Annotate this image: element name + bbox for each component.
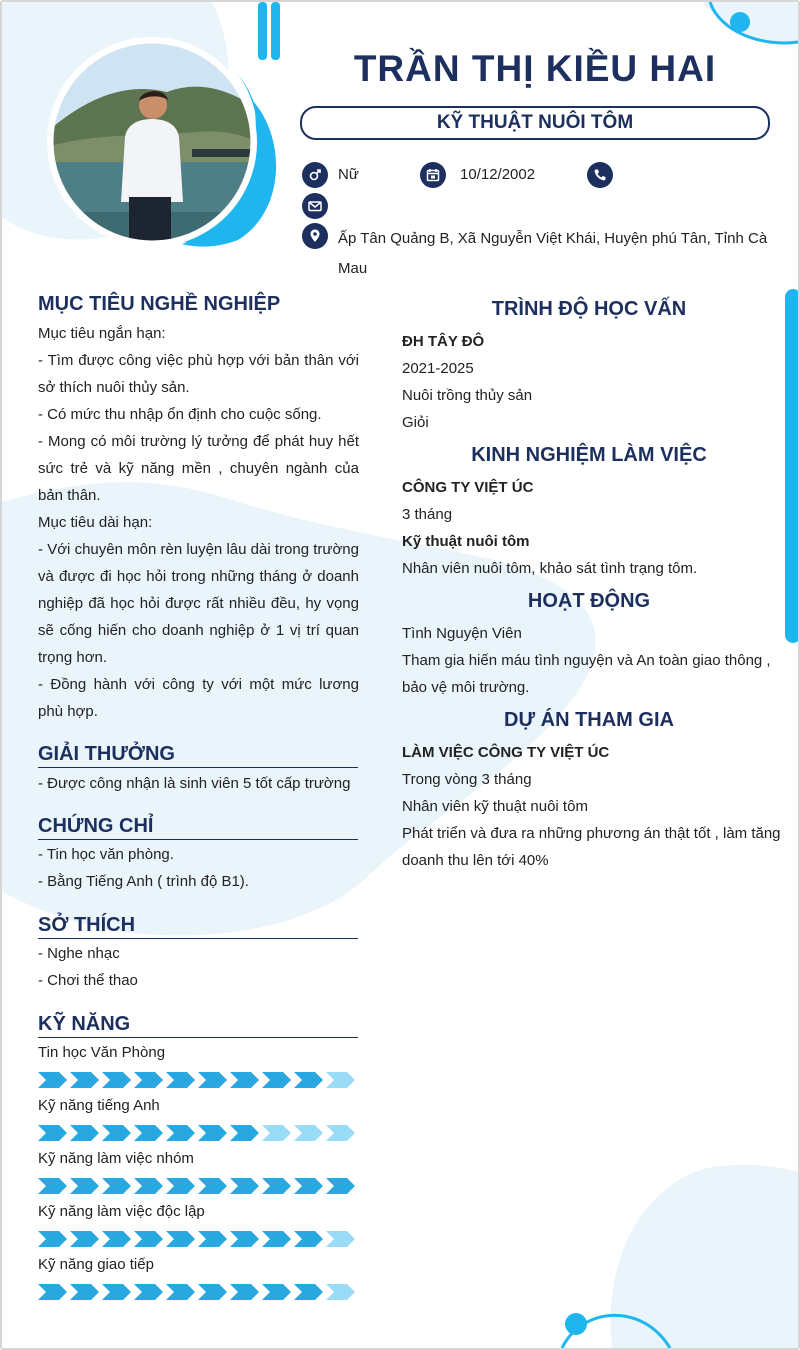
skill-arrow-filled (102, 1284, 132, 1300)
skill-name: Tin học Văn Phòng (38, 1044, 166, 1061)
list-item: - Nghe nhạc (38, 945, 120, 962)
skill-arrow-filled (166, 1178, 196, 1194)
skill-arrow-filled (70, 1231, 100, 1247)
grade: Giỏi (402, 414, 429, 431)
list-item: - Bằng Tiếng Anh ( trình độ B1). (38, 873, 249, 890)
skill-arrow-filled (134, 1125, 164, 1141)
skill-arrow-filled (134, 1284, 164, 1300)
skill-arrow-filled (294, 1284, 324, 1300)
skill-arrow-filled (70, 1178, 100, 1194)
gender-text: Nữ (338, 166, 359, 183)
skill-arrow-filled (102, 1178, 132, 1194)
skill-arrow-empty (326, 1284, 356, 1300)
objective-text (38, 320, 359, 725)
skill-rating (38, 1178, 356, 1194)
skill-name: Kỹ năng giao tiếp (38, 1256, 154, 1273)
project-title: LÀM VIỆC CÔNG TY VIỆT ÚC (402, 744, 610, 761)
skill-arrow-empty (326, 1125, 356, 1141)
skill-arrow-empty (326, 1231, 356, 1247)
projects-heading: DỰ ÁN THAM GIA (504, 709, 674, 731)
certificates-list (38, 841, 249, 895)
education-block (402, 328, 782, 436)
skill-arrow-filled (230, 1178, 260, 1194)
skill-arrow-filled (198, 1072, 228, 1088)
skill-arrow-filled (262, 1178, 292, 1194)
skill-arrow-filled (38, 1231, 68, 1247)
phone-icon (587, 162, 613, 188)
skill-arrow-filled (102, 1125, 132, 1141)
skill-name: Kỹ năng tiếng Anh (38, 1097, 160, 1114)
skill-arrow-filled (166, 1072, 196, 1088)
skill-arrow-filled (166, 1125, 196, 1141)
study-period: 2021-2025 (402, 360, 474, 377)
school-name: ĐH TÂY ĐÔ (402, 333, 485, 350)
skill-rating (38, 1072, 356, 1088)
hobbies-heading: SỞ THÍCH (38, 914, 358, 939)
skill-rating (38, 1125, 356, 1141)
skill-arrow-filled (230, 1284, 260, 1300)
objective-line: Mục tiêu dài hạn: (38, 514, 153, 531)
skill-arrow-filled (262, 1072, 292, 1088)
activities-block (402, 620, 782, 701)
skill-arrow-filled (198, 1284, 228, 1300)
experience-heading: KINH NGHIỆM LÀM VIỆC (471, 444, 707, 466)
skill-arrow-filled (70, 1284, 100, 1300)
skill-name: Kỹ năng làm việc độc lập (38, 1203, 205, 1220)
skill-arrow-filled (198, 1231, 228, 1247)
objective-line: Mục tiêu ngắn hạn: (38, 325, 166, 342)
skill-arrow-filled (166, 1284, 196, 1300)
skill-arrow-filled (102, 1231, 132, 1247)
activity-title: Tình Nguyện Viên (402, 625, 522, 642)
gender-icon (302, 162, 328, 188)
awards-heading: GIẢI THƯỞNG (38, 743, 358, 768)
experience-block (402, 474, 782, 582)
calendar-icon (420, 162, 446, 188)
objective-line: - Tìm được công việc phù hợp với bản thân với sở thích nuôi thủy sản. (38, 352, 359, 396)
skill-arrow-filled (166, 1231, 196, 1247)
skill-arrow-filled (198, 1178, 228, 1194)
skill-arrow-filled (294, 1231, 324, 1247)
address-text: Ấp Tân Quảng B, Xã Nguyễn Việt Khái, Huyện phú Tân, Tỉnh Cà Mau (338, 230, 768, 277)
skill-arrow-filled (38, 1125, 68, 1141)
company-name: CÔNG TY VIỆT ÚC (402, 479, 534, 496)
skill-arrow-empty (262, 1125, 292, 1141)
projects-block (402, 739, 782, 874)
skill-arrow-empty (294, 1125, 324, 1141)
skill-arrow-filled (230, 1231, 260, 1247)
skill-arrow-filled (102, 1072, 132, 1088)
project-description: Phát triển và đưa ra những phương án thật tốt , làm tăng doanh thu lên tới 40% (402, 825, 781, 869)
hobbies-list (38, 940, 138, 994)
skill-arrow-filled (198, 1125, 228, 1141)
skill-arrow-filled (262, 1284, 292, 1300)
education-heading: TRÌNH ĐỘ HỌC VẤN (491, 298, 687, 320)
skill-arrow-filled (134, 1178, 164, 1194)
skill-rating (38, 1231, 356, 1247)
certificates-heading: CHỨNG CHỈ (38, 815, 358, 840)
skill-arrow-filled (294, 1072, 324, 1088)
project-duration: Trong vòng 3 tháng (402, 771, 532, 788)
skill-arrow-filled (38, 1178, 68, 1194)
skill-arrow-filled (326, 1178, 356, 1194)
skill-arrow-filled (134, 1231, 164, 1247)
skill-arrow-filled (70, 1072, 100, 1088)
objective-line: - Mong có môi trường lý tưởng để phát huy hết sức trẻ và kỹ năng mền , chuyên ngành của bản thân. (38, 433, 359, 504)
skill-rating (38, 1284, 356, 1300)
activities-heading: HOẠT ĐỘNG (527, 590, 651, 612)
list-item: - Chơi thể thao (38, 972, 138, 989)
dob-text: 10/12/2002 (460, 166, 536, 183)
work-position: Kỹ thuật nuôi tôm (402, 533, 530, 550)
project-role: Nhân viên kỹ thuật nuôi tôm (402, 798, 588, 815)
email-icon (302, 193, 328, 219)
list-item: - Tin học văn phòng. (38, 846, 174, 863)
major: Nuôi trồng thủy sản (402, 387, 533, 404)
objective-line: - Có mức thu nhập ổn định cho cuộc sống. (38, 406, 322, 423)
awards-list (38, 770, 350, 797)
skill-arrow-filled (294, 1178, 324, 1194)
skill-arrow-filled (230, 1072, 260, 1088)
skill-arrow-filled (38, 1072, 68, 1088)
skill-name: Kỹ năng làm việc nhóm (38, 1150, 194, 1167)
skill-arrow-filled (134, 1072, 164, 1088)
skill-arrow-filled (230, 1125, 260, 1141)
job-title: KỸ THUẬT NUÔI TÔM (300, 106, 770, 140)
location-icon (302, 223, 328, 249)
skill-arrow-filled (262, 1231, 292, 1247)
skills-heading: KỸ NĂNG (38, 1013, 358, 1038)
work-description: Nhân viên nuôi tôm, khảo sát tình trạng tôm. (402, 560, 698, 577)
candidate-name: TRẦN THỊ KIỀU HAI (353, 48, 717, 89)
objective-line: - Với chuyên môn rèn luyện lâu dài trong trường và được đi học hỏi trong những tháng ở doanh nghiệp đã học hỏi được rất nhiều đều, hy vọng sẽ cống hiến cho doanh nghiệp ở 1 vị trí quan trọng hơn. (38, 541, 359, 666)
work-duration: 3 tháng (402, 506, 453, 523)
activity-description: Tham gia hiến máu tình nguyện và An toàn giao thông , bảo vệ môi trường. (402, 652, 771, 696)
objective-line: - Đồng hành với công ty với một mức lương phù hợp. (38, 676, 359, 720)
skill-arrow-filled (70, 1125, 100, 1141)
skill-arrow-filled (38, 1284, 68, 1300)
skill-arrow-empty (326, 1072, 356, 1088)
list-item: - Được công nhận là sinh viên 5 tốt cấp trường (38, 775, 351, 792)
avatar (47, 37, 257, 247)
objective-heading: MỤC TIÊU NGHỀ NGHIỆP (38, 293, 281, 315)
